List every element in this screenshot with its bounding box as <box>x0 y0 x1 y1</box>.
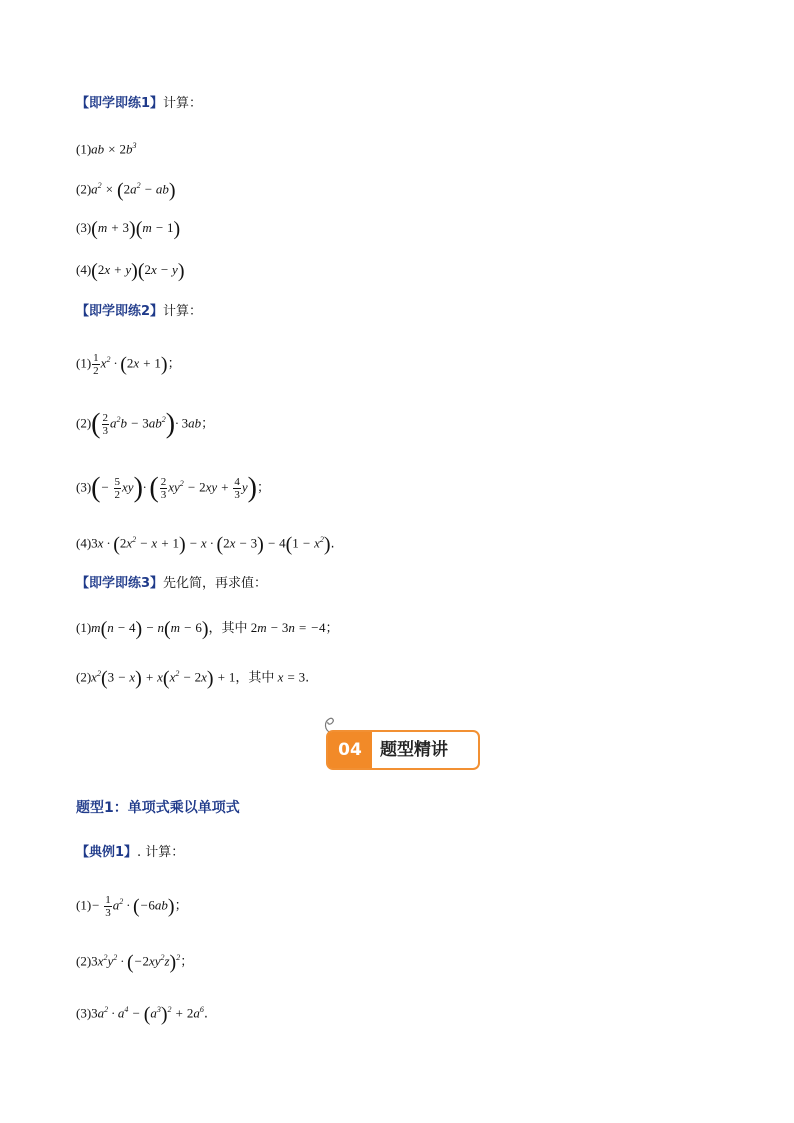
type1-title: 题型1：单项式乘以单项式 <box>76 800 240 816</box>
section-tag <box>326 730 480 770</box>
section-number: 04 <box>328 732 372 768</box>
practice1-heading: 【即学即练1】计算： <box>76 96 203 111</box>
practice2-item-4: $(4)3x \cdot (2x^2 - x + 1) - x \cdot (2x - 3) - 4(1 - x^2)$. <box>76 533 335 556</box>
practice2-item-1: (1) $\frac{1}{2}$ $x^2 \cdot (2x + 1)$； <box>76 352 181 377</box>
practice3-heading: 【即学即练3】先化简，再求值： <box>76 576 268 591</box>
practice2-heading: 【即学即练2】计算： <box>76 304 203 319</box>
example1-item-1: (1)− $\frac{1}{3}$ $a^2 \cdot (-6ab)$； <box>76 894 188 919</box>
example1-item-2: $(2)3x^2y^2 \cdot (-2xy^2z)^2$； <box>76 951 194 974</box>
practice1-item-1: $(1)ab \times 2b^3$ <box>76 141 137 157</box>
practice3-item-2: $(2)x^2(3 - x) + x(x^2 - 2x) + 1$，其中 x = 3. <box>76 667 310 690</box>
practice2-item-3: (3)(− $\frac{5}{2}$ xy)· ( $\frac{2}{3}$ $xy^2 - 2xy$ + $\frac{4}{3}$ y)； <box>76 472 270 504</box>
practice1-item-4: (4)(2x + y)(2x − y) <box>76 260 185 283</box>
practice2-item-2: (2)( $\frac{2}{3}$ $a^2b - 3ab^2)\cdot 3ab$； <box>76 408 215 440</box>
practice1-item-3: (3)(m + 3)(m − 1) <box>76 218 181 241</box>
practice1-item-2: $(2)a^2 \times (2a^2 - ab)$ <box>76 179 176 202</box>
practice3-item-1: (1)m(n − 4) − n(m − 6)，其中 2m − 3n = −4； <box>76 618 339 641</box>
example1-heading: 【典例1】. 计算： <box>76 845 185 860</box>
section-title: 题型精讲 <box>380 740 448 760</box>
example1-item-3: $(3)3a^2 \cdot a^4 - (a^3)^2 + 2a^6$. <box>76 1003 208 1026</box>
